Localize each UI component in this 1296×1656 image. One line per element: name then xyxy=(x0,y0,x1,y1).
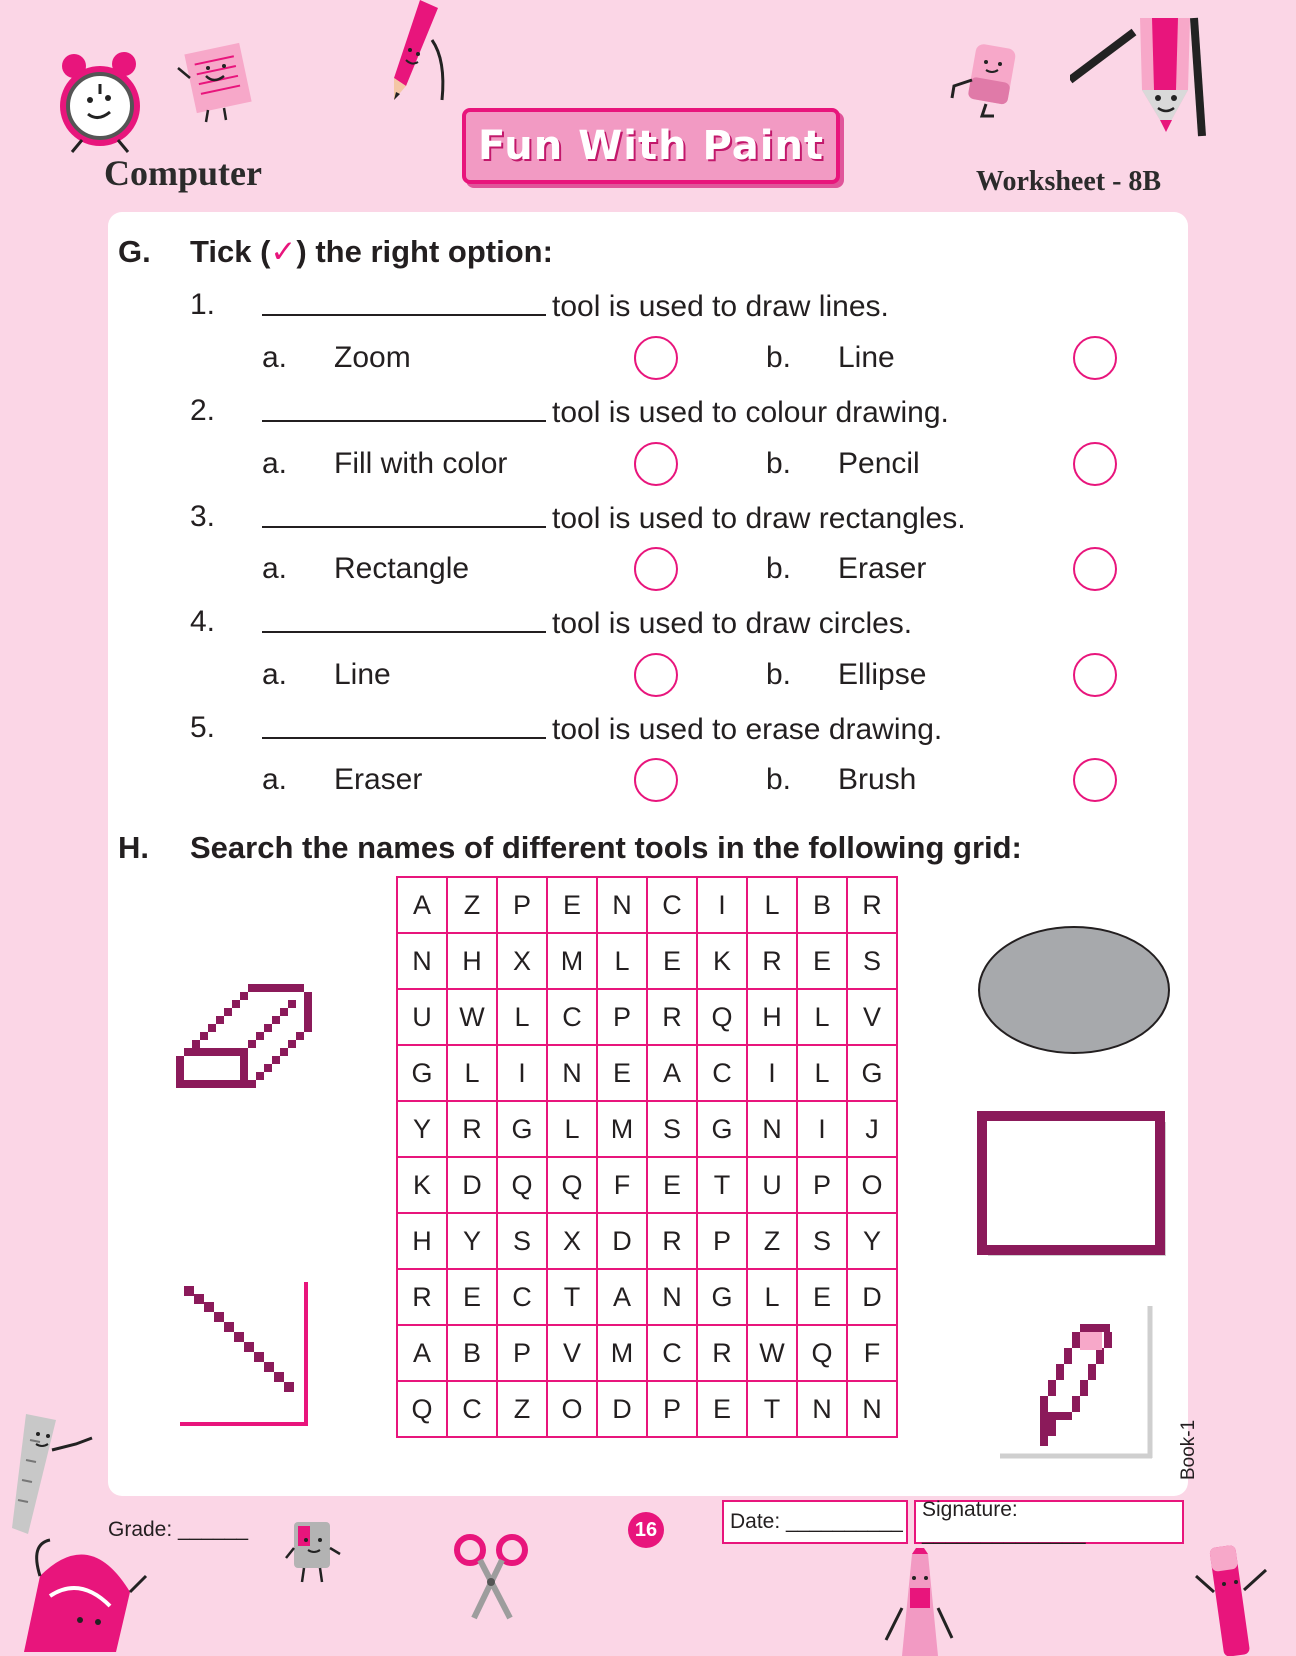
grid-cell[interactable]: O xyxy=(847,1157,897,1213)
grid-cell[interactable]: Q xyxy=(497,1157,547,1213)
pen-character-icon xyxy=(1192,1536,1270,1656)
bag-character-icon xyxy=(20,1536,150,1652)
grid-cell[interactable]: S xyxy=(647,1101,697,1157)
grid-cell[interactable]: R xyxy=(397,1269,447,1325)
grid-cell[interactable]: N xyxy=(747,1101,797,1157)
pencil-with-stick-icon xyxy=(1070,10,1210,140)
question-text-content: tool is used to draw circles. xyxy=(552,607,913,640)
option-label: a. xyxy=(262,552,288,585)
option-b-circle[interactable] xyxy=(1073,336,1117,380)
option-text: Line xyxy=(838,341,895,374)
grid-cell[interactable]: F xyxy=(597,1157,647,1213)
grid-cell[interactable]: G xyxy=(697,1269,747,1325)
question-text-content: tool is used to colour drawing. xyxy=(552,396,949,429)
option-label: a. xyxy=(262,447,288,480)
grid-cell[interactable]: A xyxy=(397,877,447,933)
question-text-content: tool is used to erase drawing. xyxy=(552,713,943,746)
grid-cell[interactable]: N xyxy=(847,1381,897,1437)
grid-cell[interactable]: L xyxy=(797,1045,847,1101)
grid-cell[interactable]: I xyxy=(497,1045,547,1101)
grid-cell[interactable]: T xyxy=(747,1381,797,1437)
grid-cell[interactable]: Y xyxy=(447,1213,497,1269)
grid-cell[interactable]: R xyxy=(447,1101,497,1157)
grid-cell[interactable]: N xyxy=(797,1381,847,1437)
answer-blank[interactable] xyxy=(262,288,546,316)
option-text: Brush xyxy=(838,763,917,796)
grid-cell[interactable]: E xyxy=(797,933,847,989)
grid-cell[interactable]: P xyxy=(497,1325,547,1381)
grid-cell[interactable]: U xyxy=(747,1157,797,1213)
grid-cell[interactable]: Y xyxy=(847,1213,897,1269)
grid-cell[interactable]: R xyxy=(697,1325,747,1381)
signature-box[interactable] xyxy=(914,1500,1184,1544)
grid-cell[interactable]: L xyxy=(597,933,647,989)
grid-cell[interactable]: E xyxy=(697,1381,747,1437)
grid-cell[interactable]: I xyxy=(747,1045,797,1101)
grid-cell[interactable]: G xyxy=(397,1045,447,1101)
grid-cell[interactable]: P xyxy=(797,1157,847,1213)
date-field: Date: __________ xyxy=(730,1510,903,1533)
question-text xyxy=(262,500,966,536)
date-box[interactable] xyxy=(722,1500,908,1544)
option-text: Rectangle xyxy=(334,552,470,585)
grid-row xyxy=(397,933,897,989)
pencil-pixel-icon xyxy=(1000,1306,1156,1462)
option-label: a. xyxy=(262,341,288,374)
grid-cell[interactable]: W xyxy=(747,1325,797,1381)
answer-blank[interactable] xyxy=(262,711,546,739)
ellipse-shape-icon xyxy=(976,924,1172,1058)
grid-cell[interactable]: R xyxy=(647,989,697,1045)
grid-cell[interactable]: F xyxy=(847,1325,897,1381)
grid-cell[interactable]: G xyxy=(847,1045,897,1101)
grid-cell[interactable]: E xyxy=(647,933,697,989)
question-text xyxy=(262,288,889,324)
grid-cell[interactable]: C xyxy=(547,989,597,1045)
grid-cell[interactable]: V xyxy=(547,1325,597,1381)
question-text xyxy=(262,394,949,430)
grid-cell[interactable]: N xyxy=(397,933,447,989)
question-number: 2. xyxy=(190,394,216,427)
grid-cell[interactable]: X xyxy=(547,1213,597,1269)
ruler-character-icon xyxy=(6,1410,96,1536)
option-text: Zoom xyxy=(334,341,411,374)
grade-field[interactable]: Grade: ______ xyxy=(108,1518,249,1541)
grid-cell[interactable]: U xyxy=(397,989,447,1045)
question-text-content: tool is used to draw rectangles. xyxy=(552,502,966,535)
option-text: Fill with color xyxy=(334,447,508,480)
alarm-clock-icon xyxy=(52,44,152,154)
eraser-character-icon xyxy=(946,40,1026,120)
signature-field: Signature: ______________ xyxy=(922,1498,1086,1545)
grid-cell[interactable]: K xyxy=(397,1157,447,1213)
question-number: 5. xyxy=(190,711,216,744)
question-text xyxy=(262,711,942,747)
worksheet-title-banner xyxy=(462,108,840,184)
answer-blank[interactable] xyxy=(262,605,546,633)
grid-row xyxy=(397,877,897,933)
option-label: a. xyxy=(262,763,288,796)
grid-cell[interactable]: H xyxy=(397,1213,447,1269)
sharpener-character-icon xyxy=(284,1518,344,1586)
grid-cell[interactable]: Z xyxy=(447,877,497,933)
option-label: b. xyxy=(766,341,792,374)
grid-cell[interactable]: W xyxy=(447,989,497,1045)
grid-cell[interactable]: G xyxy=(697,1101,747,1157)
grid-cell[interactable]: C xyxy=(447,1381,497,1437)
option-a-circle[interactable] xyxy=(634,653,678,697)
line-pixel-icon xyxy=(180,1282,316,1428)
grid-row xyxy=(397,1325,897,1381)
grid-cell[interactable]: O xyxy=(547,1381,597,1437)
grid-cell[interactable]: C xyxy=(697,1045,747,1101)
grid-cell[interactable]: I xyxy=(797,1101,847,1157)
grid-cell[interactable]: L xyxy=(797,989,847,1045)
question-number: 3. xyxy=(190,500,216,533)
answer-blank[interactable] xyxy=(262,500,546,528)
grid-cell[interactable]: C xyxy=(497,1269,547,1325)
grid-cell[interactable]: A xyxy=(647,1045,697,1101)
answer-blank[interactable] xyxy=(262,394,546,422)
section-g-title xyxy=(190,234,553,270)
grid-row xyxy=(397,1045,897,1101)
grid-cell[interactable]: D xyxy=(847,1269,897,1325)
grid-cell[interactable]: Z xyxy=(747,1213,797,1269)
option-text: Eraser xyxy=(838,552,927,585)
grid-row xyxy=(397,1213,897,1269)
notepad-character-icon xyxy=(176,40,260,124)
section-g-title-prefix: Tick ( xyxy=(190,234,271,269)
grid-cell[interactable]: N xyxy=(647,1269,697,1325)
question-text xyxy=(262,605,912,641)
grid-cell[interactable]: X xyxy=(497,933,547,989)
grid-cell[interactable]: K xyxy=(697,933,747,989)
grid-cell[interactable]: T xyxy=(697,1157,747,1213)
option-label: a. xyxy=(262,658,288,691)
section-h-letter: H. xyxy=(118,830,149,865)
section-g-title-suffix: ) the right option: xyxy=(296,234,553,269)
grid-cell[interactable]: P xyxy=(497,877,547,933)
grid-cell[interactable]: E xyxy=(597,1045,647,1101)
grid-cell[interactable]: L xyxy=(497,989,547,1045)
grid-cell[interactable]: C xyxy=(647,1325,697,1381)
grid-cell[interactable]: H xyxy=(447,933,497,989)
book-label: Book-1 xyxy=(1178,1419,1199,1480)
option-text: Ellipse xyxy=(838,658,927,691)
section-h-title: Search the names of different tools in the following grid: xyxy=(190,830,1022,865)
grid-cell[interactable]: D xyxy=(597,1213,647,1269)
grid-cell[interactable]: Q xyxy=(397,1381,447,1437)
grid-cell[interactable]: L xyxy=(547,1101,597,1157)
option-text: Pencil xyxy=(838,447,920,480)
grid-cell[interactable]: E xyxy=(797,1269,847,1325)
word-search-grid xyxy=(396,876,898,1438)
grid-cell[interactable]: L xyxy=(747,877,797,933)
page-number-badge: 16 xyxy=(628,1512,664,1548)
scissors-icon xyxy=(452,1532,532,1624)
grid-cell[interactable]: P xyxy=(597,989,647,1045)
grid-cell[interactable]: I xyxy=(697,877,747,933)
grid-cell[interactable]: R xyxy=(847,877,897,933)
option-label: b. xyxy=(766,447,792,480)
grid-cell[interactable]: A xyxy=(397,1325,447,1381)
grid-cell[interactable]: M xyxy=(547,933,597,989)
option-a-circle[interactable] xyxy=(634,547,678,591)
crayon-character-icon xyxy=(884,1548,954,1656)
grid-cell[interactable]: D xyxy=(597,1381,647,1437)
grid-cell[interactable]: C xyxy=(647,877,697,933)
grid-cell[interactable]: Y xyxy=(397,1101,447,1157)
grid-cell[interactable]: D xyxy=(447,1157,497,1213)
option-b-circle[interactable] xyxy=(1073,547,1117,591)
grid-cell[interactable]: P xyxy=(697,1213,747,1269)
grid-row xyxy=(397,1101,897,1157)
grid-cell[interactable]: G xyxy=(497,1101,547,1157)
grid-cell[interactable]: L xyxy=(447,1045,497,1101)
option-a-circle[interactable] xyxy=(634,442,678,486)
eraser-pixel-icon xyxy=(176,984,312,1090)
question-number: 4. xyxy=(190,605,216,638)
question-text-content: tool is used to draw lines. xyxy=(552,290,889,323)
grid-cell[interactable]: E xyxy=(547,877,597,933)
grid-cell[interactable]: Q xyxy=(547,1157,597,1213)
grid-cell[interactable]: J xyxy=(847,1101,897,1157)
grid-cell[interactable]: L xyxy=(747,1269,797,1325)
option-b-circle[interactable] xyxy=(1073,442,1117,486)
option-text: Eraser xyxy=(334,763,423,796)
option-text: Line xyxy=(334,658,391,691)
option-label: b. xyxy=(766,552,792,585)
grid-cell[interactable]: M xyxy=(597,1101,647,1157)
grid-cell[interactable]: R xyxy=(647,1213,697,1269)
grid-cell[interactable]: B xyxy=(797,877,847,933)
grid-row xyxy=(397,989,897,1045)
grid-cell[interactable]: P xyxy=(647,1381,697,1437)
worksheet-number: Worksheet - 8B xyxy=(976,166,1162,197)
grid-cell[interactable]: M xyxy=(597,1325,647,1381)
grid-cell[interactable]: S xyxy=(797,1213,847,1269)
option-a-circle[interactable] xyxy=(634,758,678,802)
subject-label: Computer xyxy=(104,153,262,193)
question-number: 1. xyxy=(190,288,216,321)
rectangle-shape-icon xyxy=(976,1110,1172,1260)
option-label: b. xyxy=(766,658,792,691)
grid-cell[interactable]: H xyxy=(747,989,797,1045)
grid-cell[interactable]: B xyxy=(447,1325,497,1381)
grid-cell[interactable]: Q xyxy=(797,1325,847,1381)
option-label: b. xyxy=(766,763,792,796)
grid-cell[interactable]: Z xyxy=(497,1381,547,1437)
grid-cell[interactable]: S xyxy=(847,933,897,989)
grid-cell[interactable]: Q xyxy=(697,989,747,1045)
grid-cell[interactable]: N xyxy=(597,877,647,933)
grid-row xyxy=(397,1269,897,1325)
pencil-character-icon xyxy=(380,0,450,110)
grid-cell[interactable]: R xyxy=(747,933,797,989)
option-b-circle[interactable] xyxy=(1073,758,1117,802)
tick-icon: ✓ xyxy=(270,234,297,269)
grid-cell[interactable]: E xyxy=(647,1157,697,1213)
option-a-circle[interactable] xyxy=(634,336,678,380)
grid-row xyxy=(397,1157,897,1213)
section-g-letter: G. xyxy=(118,234,151,269)
grid-cell[interactable]: A xyxy=(597,1269,647,1325)
grid-cell[interactable]: N xyxy=(547,1045,597,1101)
worksheet-title: Fun With Paint xyxy=(477,123,825,169)
grid-cell[interactable]: T xyxy=(547,1269,597,1325)
grid-cell[interactable]: V xyxy=(847,989,897,1045)
grid-cell[interactable]: S xyxy=(497,1213,547,1269)
option-b-circle[interactable] xyxy=(1073,653,1117,697)
grid-row xyxy=(397,1381,897,1437)
grid-cell[interactable]: E xyxy=(447,1269,497,1325)
